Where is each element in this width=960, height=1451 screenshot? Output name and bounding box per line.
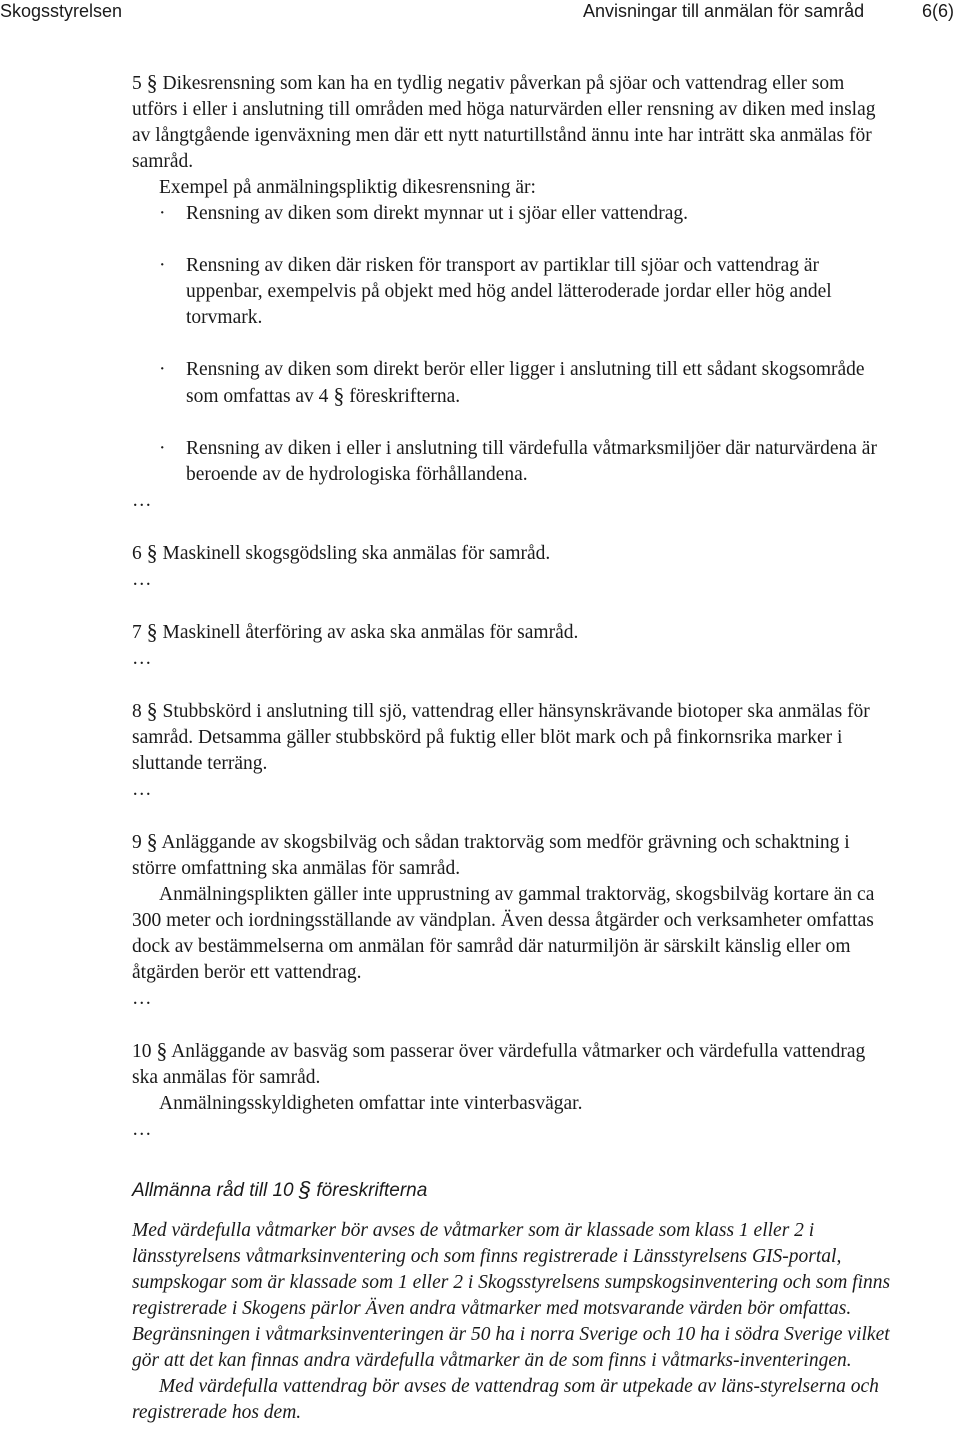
header-page-number: 6(6) xyxy=(922,1,955,21)
paragraph-10-continued: Anmälningsskyldigheten omfattar inte vinterbasvägar. xyxy=(159,1093,583,1114)
list-item xyxy=(132,201,892,227)
paragraph-7 xyxy=(132,619,892,646)
ellipsis: … xyxy=(132,490,152,511)
section-sign: § xyxy=(146,619,158,644)
ellipsis: … xyxy=(132,569,152,590)
list-item-text: föreskrifterna. xyxy=(349,386,461,407)
section-sign: § xyxy=(298,1177,312,1202)
section-sign: § xyxy=(156,1038,168,1063)
list-item-text: Rensning av diken som direkt berör eller ligger i anslutning till ett sådant skogsområde som omfattas av 4 xyxy=(186,359,865,407)
section-sign: § xyxy=(146,698,158,723)
ellipsis: … xyxy=(132,648,152,669)
bullet-glyph: · xyxy=(159,438,166,459)
paragraph-8 xyxy=(132,698,892,777)
paragraph-text: Anläggande av skogsbilväg och sådan traktorväg som medför grävning och schaktning i större omfattning ska anmälas för samråd. xyxy=(132,832,850,879)
header-doc-title: Anvisningar till anmälan för samråd xyxy=(583,1,865,21)
paragraph-6 xyxy=(132,540,892,567)
paragraph-number: 9 xyxy=(132,832,142,853)
example-list xyxy=(132,201,892,488)
paragraph-text: Maskinell återföring av aska ska anmälas för samråd. xyxy=(162,622,579,643)
advice-paragraph-2: Med värdefulla vattendrag bör avses de vattendrag som är utpekade av läns-styrelserna och registrerade hos dem. xyxy=(132,1376,879,1423)
advice-heading xyxy=(132,1177,892,1204)
paragraph-5 xyxy=(132,70,892,175)
section-sign: § xyxy=(146,540,158,565)
bullet-glyph: · xyxy=(159,203,166,224)
ellipsis: … xyxy=(132,1119,152,1140)
header-org: Skogsstyrelsen xyxy=(0,1,123,21)
list-item-text: Rensning av diken som direkt mynnar ut i sjöar eller vattendrag. xyxy=(186,203,689,224)
list-item-text: Rensning av diken där risken för transport av partiklar till sjöar och vattendrag är uppenbar, exempelvis på objekt med hög andel lätteroderade jordar eller hög andel torvmark. xyxy=(186,255,832,328)
paragraph-9 xyxy=(132,829,892,882)
list-item-text: Rensning av diken i eller i anslutning till värdefulla våtmarksmiljöer där naturvärdena är beroende av de hydrologiska förhållandena. xyxy=(186,438,877,485)
example-intro: Exempel på anmälningspliktig dikesrensning är: xyxy=(159,177,536,198)
list-item xyxy=(132,357,892,410)
paragraph-text: Anläggande av basväg som passerar över värdefulla våtmarker och värdefulla vattendrag ska anmälas för samråd. xyxy=(132,1041,866,1088)
paragraph-text: Stubbskörd i anslutning till sjö, vattendrag eller hänsynskrävande biotoper ska anmälas för samråd. Detsamma gäller stubbskörd på fuktig eller blöt mark och på finkornsrika marker i sluttande terräng. xyxy=(132,701,870,774)
bullet-glyph: · xyxy=(159,359,166,380)
paragraph-number: 5 xyxy=(132,73,142,94)
paragraph-number: 7 xyxy=(132,622,142,643)
ellipsis: … xyxy=(132,988,152,1009)
advice-heading-text: föreskrifterna xyxy=(316,1180,428,1201)
section-sign: § xyxy=(146,829,158,854)
document-body xyxy=(132,70,892,1426)
paragraph-text: Maskinell skogsgödsling ska anmälas för samråd. xyxy=(162,543,551,564)
advice-heading-text: Allmänna råd till 10 xyxy=(132,1180,294,1201)
list-item xyxy=(132,253,892,331)
paragraph-number: 10 xyxy=(132,1041,152,1062)
bullet-glyph: · xyxy=(159,255,166,276)
paragraph-number: 8 xyxy=(132,701,142,722)
ellipsis: … xyxy=(132,779,152,800)
paragraph-9-continued: Anmälningsplikten gäller inte upprustning av gammal traktorväg, skogsbilväg kortare än ca 300 meter och iordningsställande av vändplan. Även dessa åtgärder och verksamheter omfattas dock av bestämmelserna om anmälan för samråd där naturmiljön är särskilt känslig eller om åtgärden berör ett vattendrag. xyxy=(132,884,875,983)
paragraph-text: Dikesrensning som kan ha en tydlig negativ påverkan på sjöar och vattendrag eller som utförs i eller i anslutning till områden med höga naturvärden eller rensning av diken med inslag av långtgående igenväxning men där ett nytt naturtillstånd ännu inte har inträtt ska anmälas för samråd. xyxy=(132,73,876,172)
list-item xyxy=(132,436,892,488)
paragraph-number: 6 xyxy=(132,543,142,564)
advice-paragraph-1: Med värdefulla våtmarker bör avses de våtmarker som är klassade som klass 1 eller 2 i länsstyrelsens våtmarksinventering och som finns registrerade i Länsstyrelsens GIS-portal, sumpskogar som är klassade som 1 eller 2 i Skogsstyrelsens sumpskogsinventering och som finns registrerade i Skogens pärlor Även andra våtmarker med motsvarande värden bör omfattas. Begränsningen i våtmarksinventeringen är 50 ha i norra Sverige och 10 ha i södra Sverige vilket gör att det kan finnas andra värdefulla våtmarker än de som finns i våtmarks-inventeringen. xyxy=(132,1220,891,1371)
paragraph-10 xyxy=(132,1038,892,1091)
section-sign: § xyxy=(146,70,158,95)
section-sign: § xyxy=(333,383,345,408)
